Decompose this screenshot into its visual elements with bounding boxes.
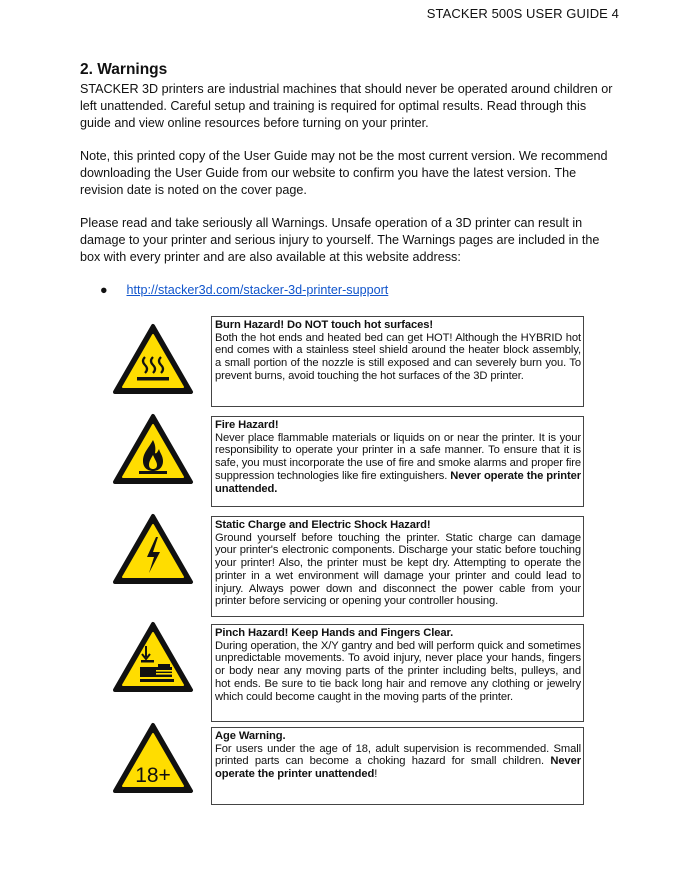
warning-body: Both the hot ends and heated bed can get HOT! Although the HYBRID hot end comes with a stainless steel shield around the heater block assembly, a small portion of the nozzle is still exposed and can severely burn you. To prevent burns, avoid touching the hot surfaces of the 3D printer. [215,331,581,382]
warning-body: Never place flammable materials or liquids on or near the printer. It is your responsibility to operate your printer in a safe manner. To ensure that it is safe, you must incorporate the use of fire and smoke alarms and proper fire suppression technologies like fire extinguishers. [215,431,581,482]
warning-trailing: ! [374,768,378,781]
support-link[interactable]: http://stacker3d.com/stacker-3d-printer-support [126,283,389,297]
warning-body: For users under the age of 18, adult supervision is recommended. Small printed parts can become a choking hazard for small children. [215,742,581,768]
hot-surface-icon [112,323,194,395]
fire-hazard-box [211,416,584,507]
version-note-paragraph: Note, this printed copy of the User Guide may not be the most current version. We recommend downloading the User Guide from our website to confirm you have the latest version. The revision date is noted on the cover page. [80,149,608,197]
section-title: 2. Warnings [80,61,168,78]
electric-shock-box [211,516,584,617]
support-link-item [100,282,388,299]
pinch-hazard-box [211,624,584,722]
warning-title: Age Warning. [215,730,286,742]
intro-paragraph: STACKER 3D printers are industrial machines that should never be operated around children or left unattended. Careful setup and training is required for optimal results. Read through this guide and view online resources before turning on your printer. [80,82,613,130]
running-header: STACKER 500S USER GUIDE 4 [426,6,619,21]
bullet-marker: ● [100,283,108,297]
warnings-notice-paragraph: Please read and take seriously all Warnings. Unsafe operation of a 3D printer can result in damage to your printer and serious injury to yourself. The Warnings pages are included in the box with every printer and are also available at this website address: [80,216,600,264]
warning-title: Static Charge and Electric Shock Hazard! [215,519,431,531]
burn-hazard-box [211,316,584,407]
electric-shock-icon [112,513,194,585]
pinch-hazard-icon [112,621,194,693]
warning-body: During operation, the X/Y gantry and bed will perform quick and sometimes unpredictable movements. To avoid injury, never place your hands, fingers or body near any moving parts of the printer including belts, pulleys, and hot ends. Be sure to tie back long hair and remove any clothing or jewelry which could become caught in the moving parts of the printer. [215,639,581,703]
age-warning-box [211,727,584,805]
age-warning-icon [112,722,194,794]
age-label: 18+ [135,764,171,787]
fire-icon [112,413,194,485]
warning-title: Fire Hazard! [215,419,279,431]
warning-body: Ground yourself before touching the printer. Static charge can damage your printer's electronic components. Discharge your static before touching your printer! Also, the printer must be kept dry. Attempting to operate the printer in a wet environment will damage your printer and could lead to injury. Always power down and disconnect the power cable from your printer before servicing or opening your controller housing. [215,531,581,608]
warning-title: Pinch Hazard! Keep Hands and Fingers Clear. [215,627,454,639]
warning-emphasis: Never operate the printer unattended. [215,469,581,495]
warning-title: Burn Hazard! Do NOT touch hot surfaces! [215,319,433,331]
warning-emphasis: Never operate the printer unattended [215,755,581,781]
